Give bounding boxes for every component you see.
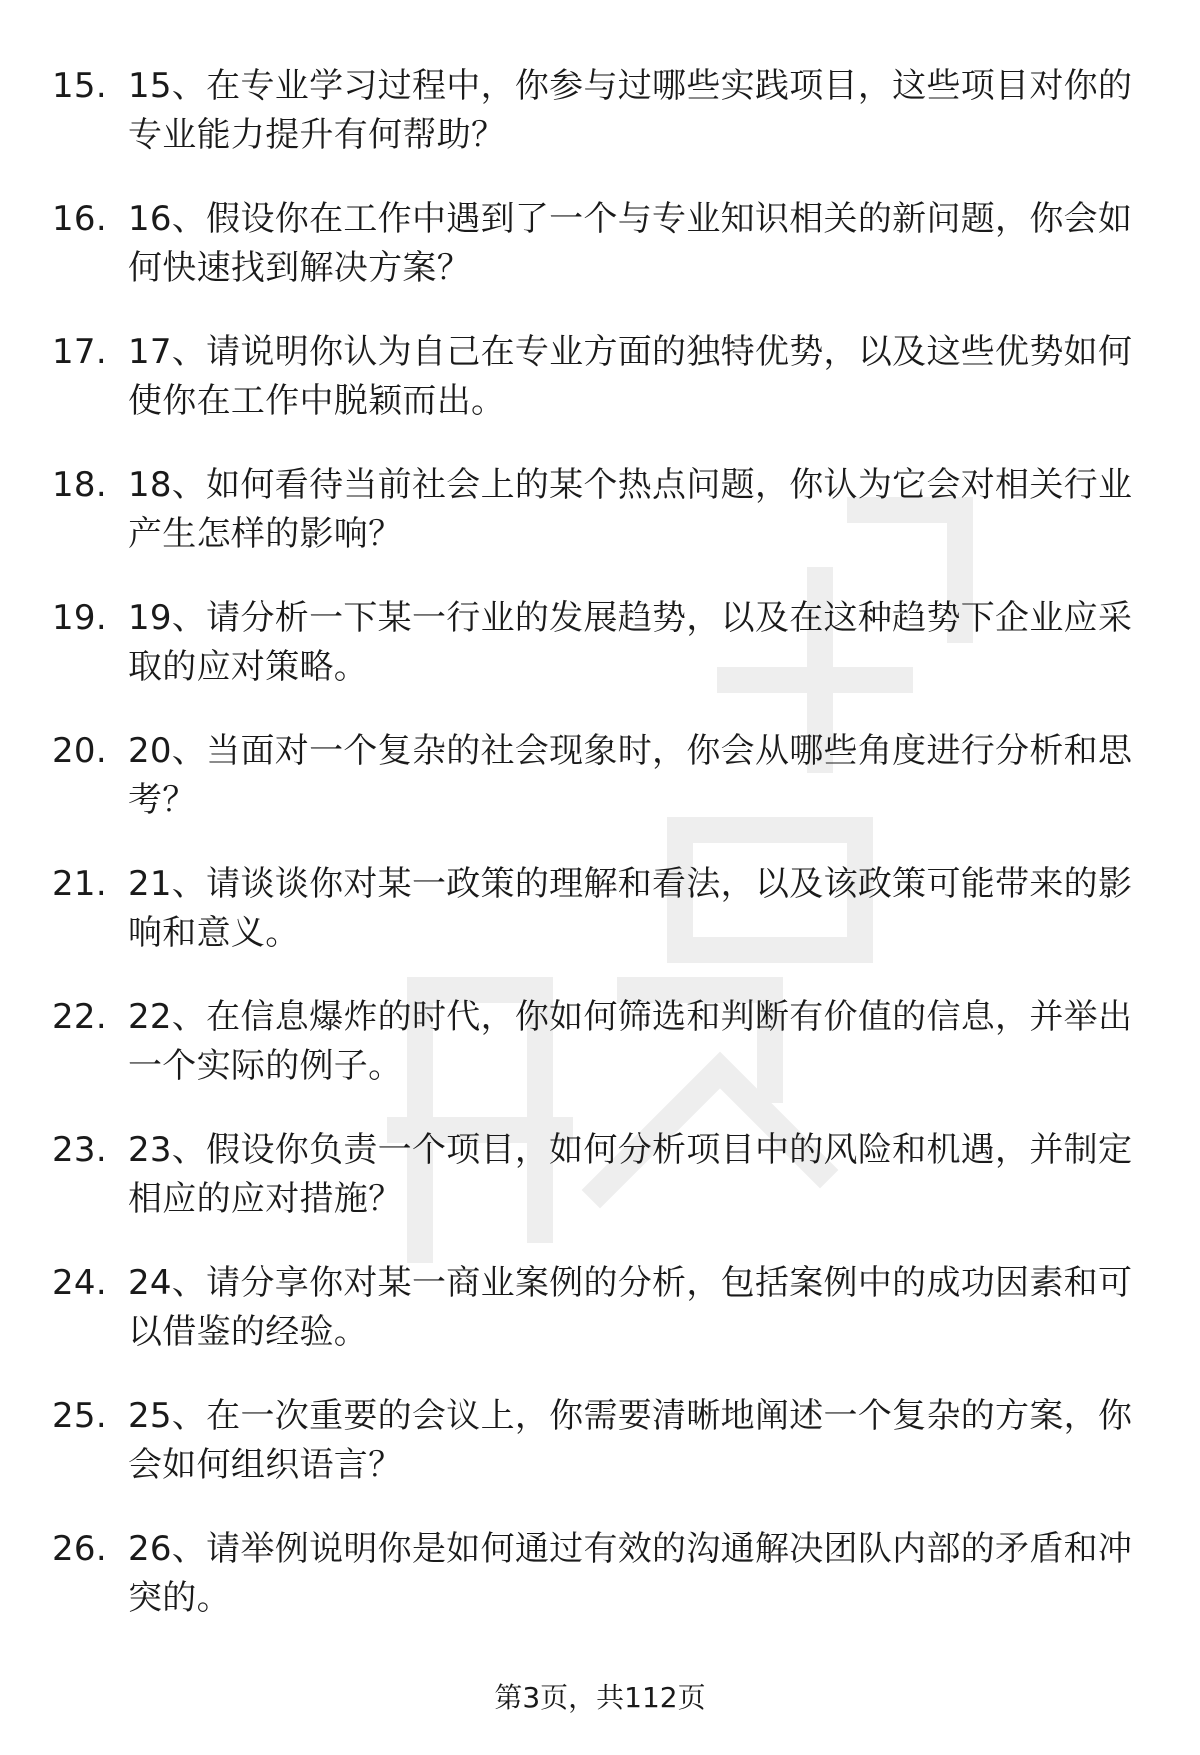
- list-item: [52, 860, 1152, 958]
- list-item: [52, 328, 1152, 426]
- question-number: 25.: [52, 1396, 107, 1436]
- question-text: 15、在专业学习过程中，你参与过哪些实践项目，这些项目对你的专业能力提升有何帮助？: [128, 66, 1133, 155]
- question-text: 23、假设你负责一个项目，如何分析项目中的风险和机遇，并制定相应的应对措施？: [128, 1130, 1133, 1219]
- question-text: 20、当面对一个复杂的社会现象时，你会从哪些角度进行分析和思考？: [128, 731, 1133, 820]
- list-item: [52, 993, 1152, 1091]
- question-number: 17.: [52, 332, 107, 372]
- question-number: 21.: [52, 864, 107, 904]
- list-item: [52, 1259, 1152, 1357]
- question-number: 19.: [52, 598, 107, 638]
- question-number: 16.: [52, 199, 107, 239]
- question-text: 19、请分析一下某一行业的发展趋势，以及在这种趋势下企业应采取的应对策略。: [128, 598, 1133, 687]
- question-text: 16、假设你在工作中遇到了一个与专业知识相关的新问题，你会如何快速找到解决方案？: [128, 199, 1133, 288]
- question-text: 18、如何看待当前社会上的某个热点问题，你认为它会对相关行业产生怎样的影响？: [128, 465, 1133, 554]
- list-item: [52, 1525, 1152, 1623]
- question-number: 20.: [52, 731, 107, 771]
- question-text: 22、在信息爆炸的时代，你如何筛选和判断有价值的信息，并举出一个实际的例子。: [128, 997, 1133, 1086]
- question-number: 22.: [52, 997, 107, 1037]
- page-footer: [0, 1678, 1200, 1718]
- page-number-label: 第3页，共112页: [494, 1681, 706, 1714]
- list-item: [52, 1392, 1152, 1490]
- list-item: [52, 62, 1152, 160]
- question-text: 26、请举例说明你是如何通过有效的沟通解决团队内部的矛盾和冲突的。: [128, 1529, 1133, 1618]
- question-text: 17、请说明你认为自己在专业方面的独特优势，以及这些优势如何使你在工作中脱颖而出。: [128, 332, 1133, 421]
- question-number: 26.: [52, 1529, 107, 1569]
- question-text: 24、请分享你对某一商业案例的分析，包括案例中的成功因素和可以借鉴的经验。: [128, 1263, 1133, 1352]
- question-text: 21、请谈谈你对某一政策的理解和看法，以及该政策可能带来的影响和意义。: [128, 864, 1133, 953]
- question-text: 25、在一次重要的会议上，你需要清晰地阐述一个复杂的方案，你会如何组织语言？: [128, 1396, 1133, 1485]
- list-item: [52, 461, 1152, 559]
- question-number: 15.: [52, 66, 107, 106]
- question-list: [52, 62, 1152, 1658]
- list-item: [52, 195, 1152, 293]
- list-item: [52, 594, 1152, 692]
- question-number: 18.: [52, 465, 107, 505]
- list-item: [52, 727, 1152, 825]
- question-number: 24.: [52, 1263, 107, 1303]
- question-number: 23.: [52, 1130, 107, 1170]
- list-item: [52, 1126, 1152, 1224]
